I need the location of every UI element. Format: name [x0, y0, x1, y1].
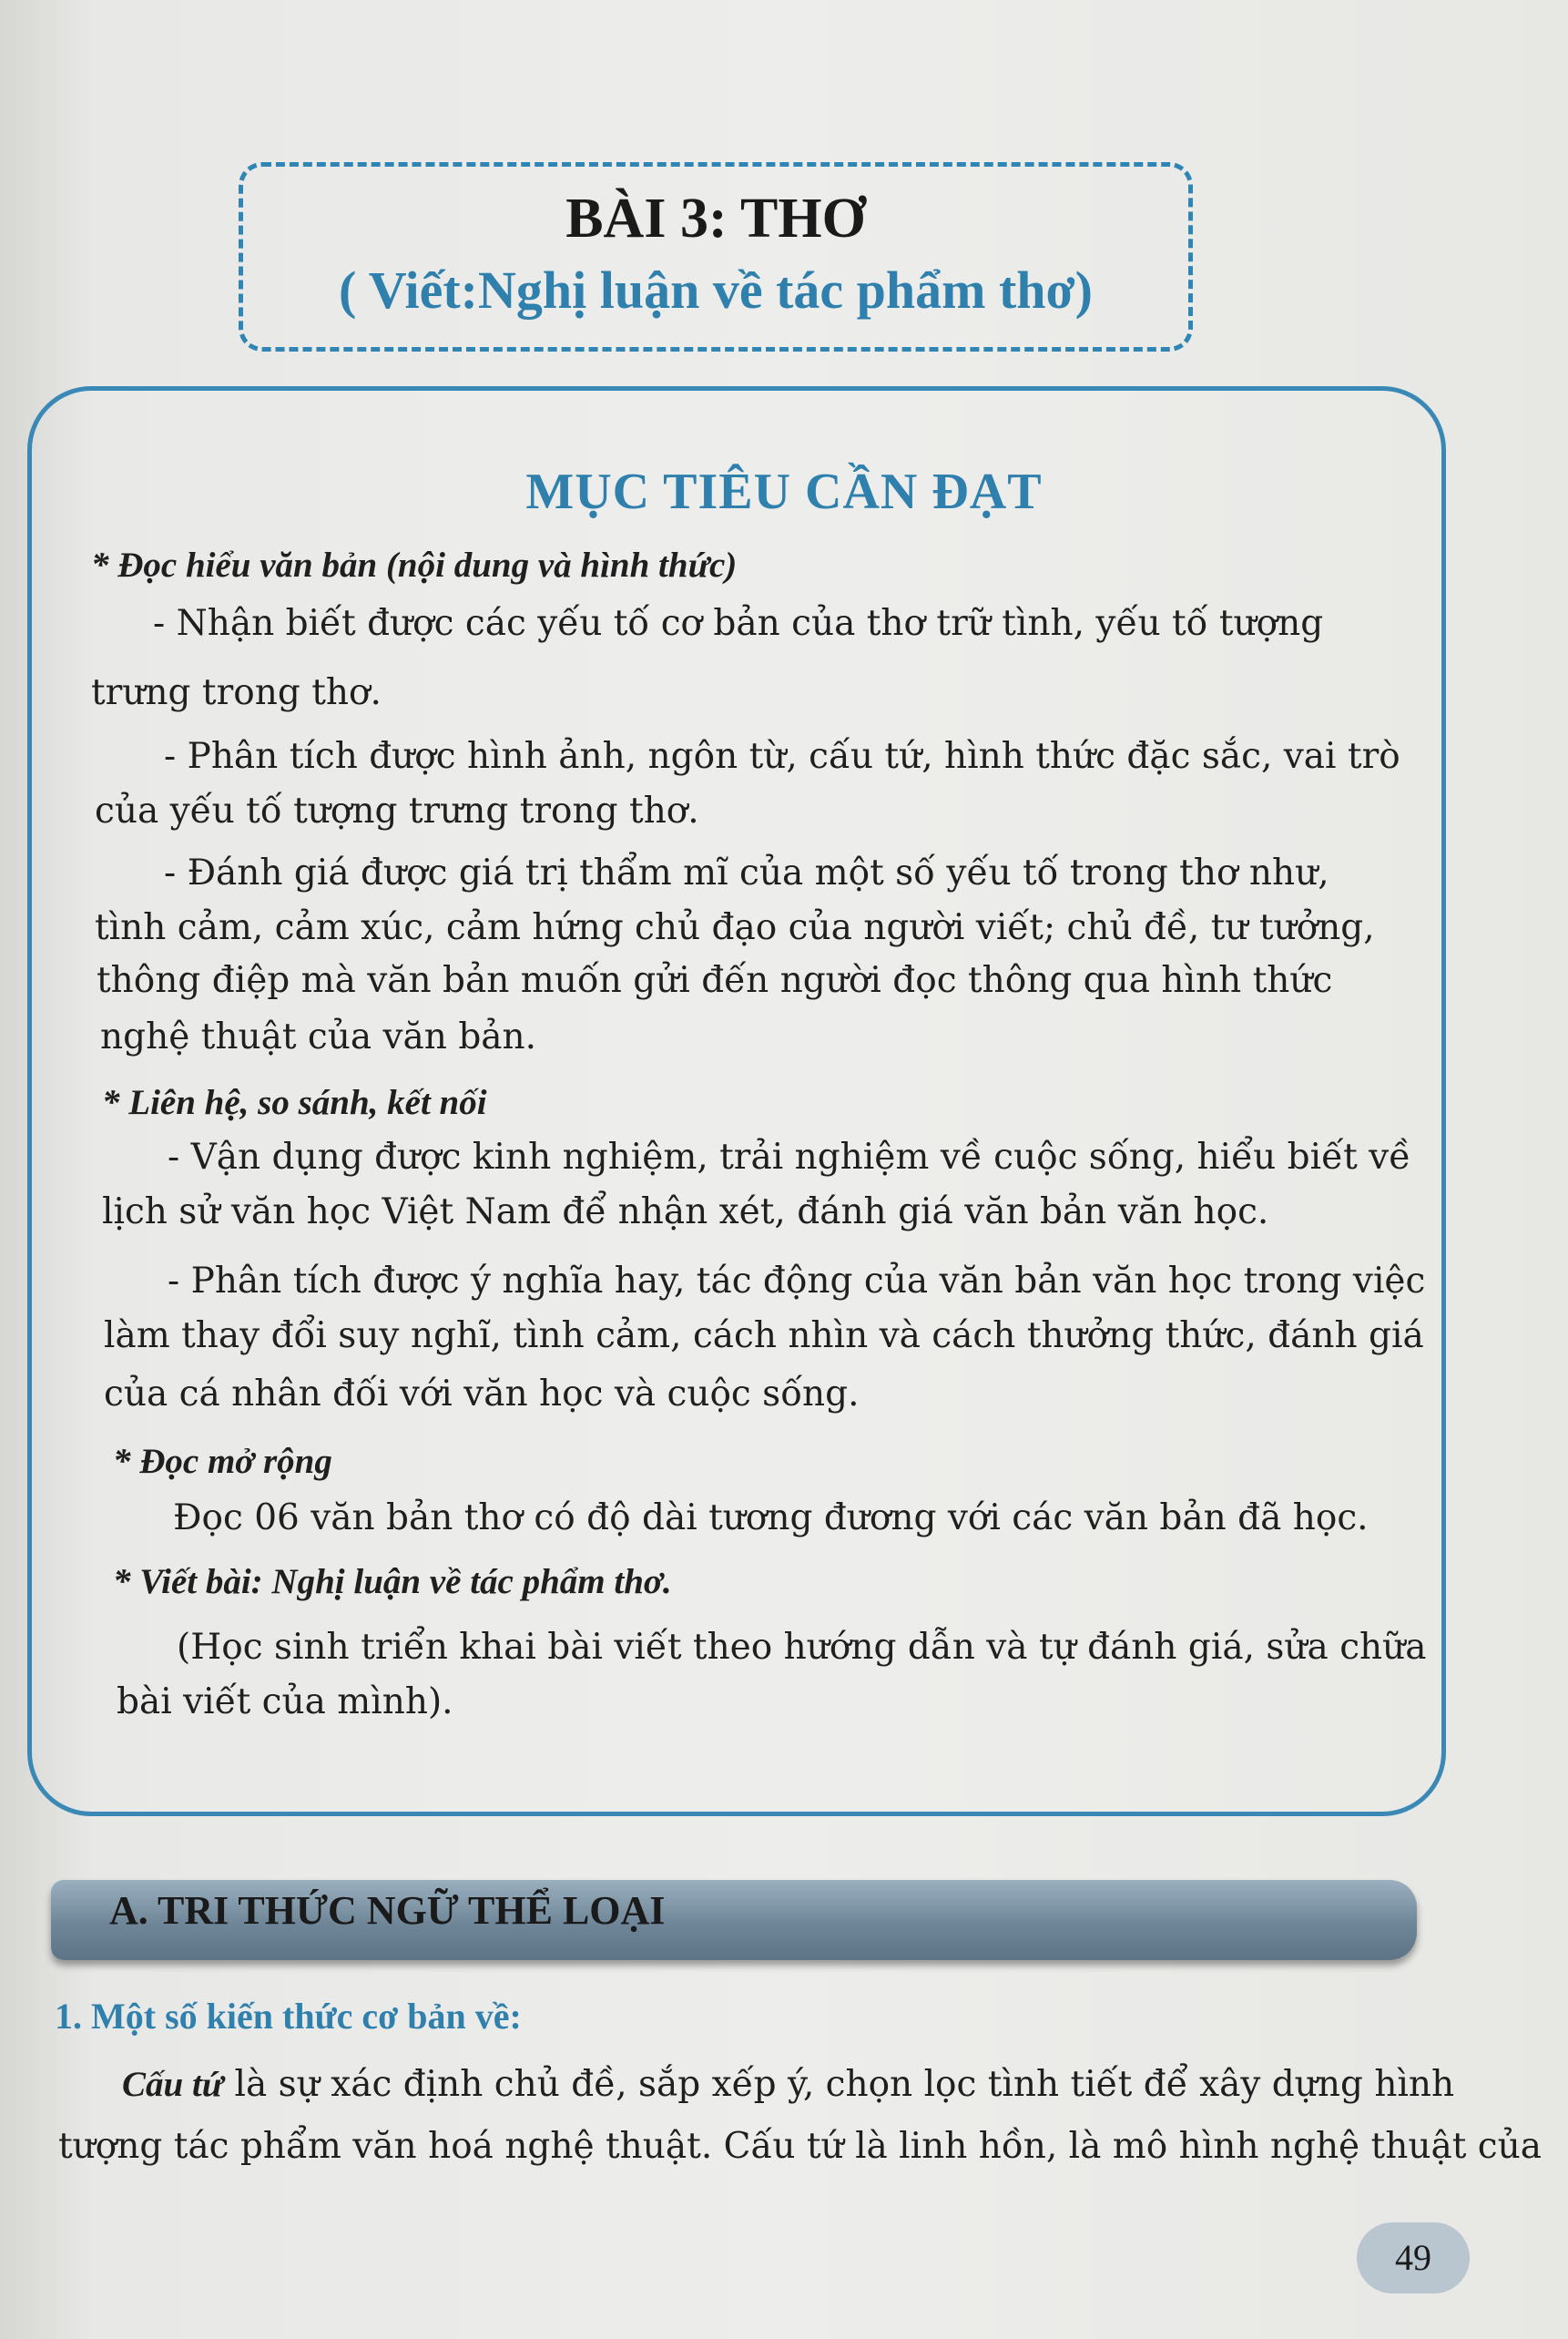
objective-line: của cá nhân đối với văn học và cuộc sống. [104, 1374, 860, 1415]
objective-line: thông điệp mà văn bản muốn gửi đến người đọc thông qua hình thức [97, 960, 1333, 1001]
objective-line: - Nhận biết được các yếu tố cơ bản của thơ trữ tình, yếu tố tượng [153, 603, 1324, 644]
objective-line: - Đánh giá được giá trị thẩm mĩ của một số yếu tố trong thơ như, [164, 853, 1329, 894]
objective-line: - Phân tích được hình ảnh, ngôn từ, cấu tứ, hình thức đặc sắc, vai trò [164, 736, 1400, 777]
term-highlight: Cấu tứ [122, 2065, 224, 2104]
page-number: 49 [1357, 2222, 1470, 2293]
objective-line: làm thay đổi suy nghĩ, tình cảm, cách nhìn và cách thưởng thức, đánh giá [104, 1315, 1424, 1356]
objective-line: (Học sinh triển khai bài viết theo hướng dẫn và tự đánh giá, sửa chữa [177, 1627, 1427, 1668]
objective-line: - Phân tích được ý nghĩa hay, tác động của văn bản văn học trong việc [168, 1261, 1426, 1302]
objective-line: tình cảm, cảm xúc, cảm hứng chủ đạo của người viết; chủ đề, tư tưởng, [95, 907, 1375, 948]
section-subheading: 1. Một số kiến thức cơ bản về: [55, 1996, 522, 2037]
objective-line: bài viết của mình). [117, 1681, 453, 1722]
section-title: A. TRI THỨC NGỮ THỂ LOẠI [109, 1888, 666, 1933]
objective-line: Đọc 06 văn bản thơ có độ dài tương đương với các văn bản đã học. [173, 1497, 1369, 1538]
connect-heading: * Liên hệ, so sánh, kết nối [102, 1083, 487, 1122]
lesson-subtitle: ( Viết:Nghị luận về tác phẩm thơ) [338, 260, 1093, 320]
writing-heading: * Viết bài: Nghị luận về tác phẩm thơ. [113, 1562, 672, 1601]
lesson-title-box [239, 162, 1193, 352]
body-text: là sự xác định chủ đề, sắp xếp ý, chọn lọc tình tiết để xây dựng hình [223, 2064, 1455, 2105]
objective-line: của yếu tố tượng trưng trong thơ. [95, 791, 699, 832]
objective-line: trưng trong thơ. [91, 672, 382, 713]
extended-heading: * Đọc mở rộng [113, 1442, 332, 1481]
reading-heading: * Đọc hiểu văn bản (nội dung và hình thức) [91, 546, 738, 585]
objectives-title: MỤC TIÊU CẦN ĐẠT [525, 464, 1043, 520]
lesson-title: BÀI 3: THƠ [565, 188, 866, 250]
body-paragraph-line: tượng tác phẩm văn hoá nghệ thuật. Cấu tứ là linh hồn, là mô hình nghệ thuật của [58, 2126, 1542, 2167]
objective-line: lịch sử văn học Việt Nam để nhận xét, đánh giá văn bản văn học. [102, 1191, 1269, 1232]
objective-line: - Vận dụng được kinh nghiệm, trải nghiệm về cuộc sống, hiểu biết về [168, 1137, 1411, 1178]
body-paragraph-line [122, 2064, 1454, 2105]
objective-line: nghệ thuật của văn bản. [100, 1016, 537, 1057]
